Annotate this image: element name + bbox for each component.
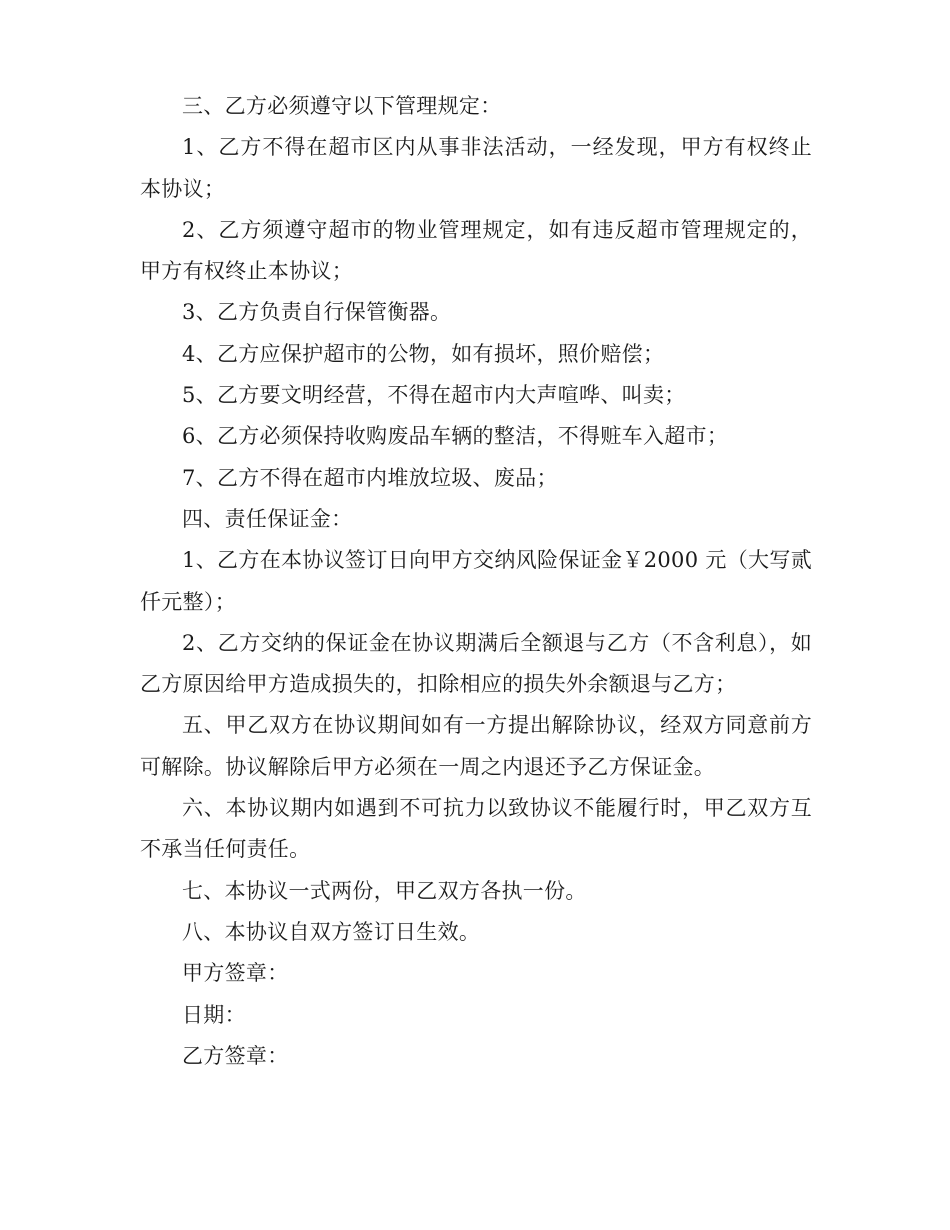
clause-rule-2: 2、乙方须遵守超市的物业管理规定，如有违反超市管理规定的，甲方有权终止本协议； bbox=[140, 217, 812, 284]
section-effective: 八、本协议自双方签订日生效。 bbox=[182, 919, 481, 944]
clause-deposit-2: 2、乙方交纳的保证金在协议期满后全额退与乙方（不含利息），如乙方原因给甲方造成损失的，扣除相应的损失外余额退与乙方； bbox=[140, 630, 812, 697]
clause-rule-7: 7、乙方不得在超市内堆放垃圾、废品； bbox=[182, 465, 558, 490]
clause-rule-4: 4、乙方应保护超市的公物，如有损坏，照价赔偿； bbox=[182, 341, 665, 366]
section-heading-deposit: 四、责任保证金： bbox=[182, 506, 353, 531]
clause-deposit-1: 1、乙方在本协议签订日向甲方交纳风险保证金￥2000 元（大写贰仟元整）； bbox=[140, 548, 812, 614]
clause-rule-5: 5、乙方要文明经营，不得在超市内大声喧哗、叫卖； bbox=[182, 383, 686, 408]
section-heading-rules: 三、乙方必须遵守以下管理规定： bbox=[182, 94, 502, 118]
date-label: 日期： bbox=[182, 1002, 246, 1027]
party-b-signature-label: 乙方签章： bbox=[182, 1043, 289, 1068]
section-termination: 五、甲乙双方在协议期间如有一方提出解除协议，经双方同意前方可解除。协议解除后甲方必须在一周之内退还予乙方保证金。 bbox=[140, 713, 812, 779]
clause-rule-6: 6、乙方必须保持收购废品车辆的整洁，不得赃车入超市； bbox=[182, 424, 729, 449]
party-a-signature-label: 甲方签章： bbox=[182, 961, 289, 986]
clause-rule-1: 1、乙方不得在超市区内从事非法活动，一经发现，甲方有权终止本协议； bbox=[140, 135, 812, 201]
clause-rule-3: 3、乙方负责自行保管衡器。 bbox=[182, 300, 452, 325]
section-force-majeure: 六、本协议期内如遇到不可抗力以致协议不能履行时，甲乙双方互不承当任何责任。 bbox=[140, 796, 812, 862]
section-copies: 七、本协议一式两份，甲乙双方各执一份。 bbox=[182, 878, 587, 903]
document-body bbox=[140, 86, 812, 1077]
